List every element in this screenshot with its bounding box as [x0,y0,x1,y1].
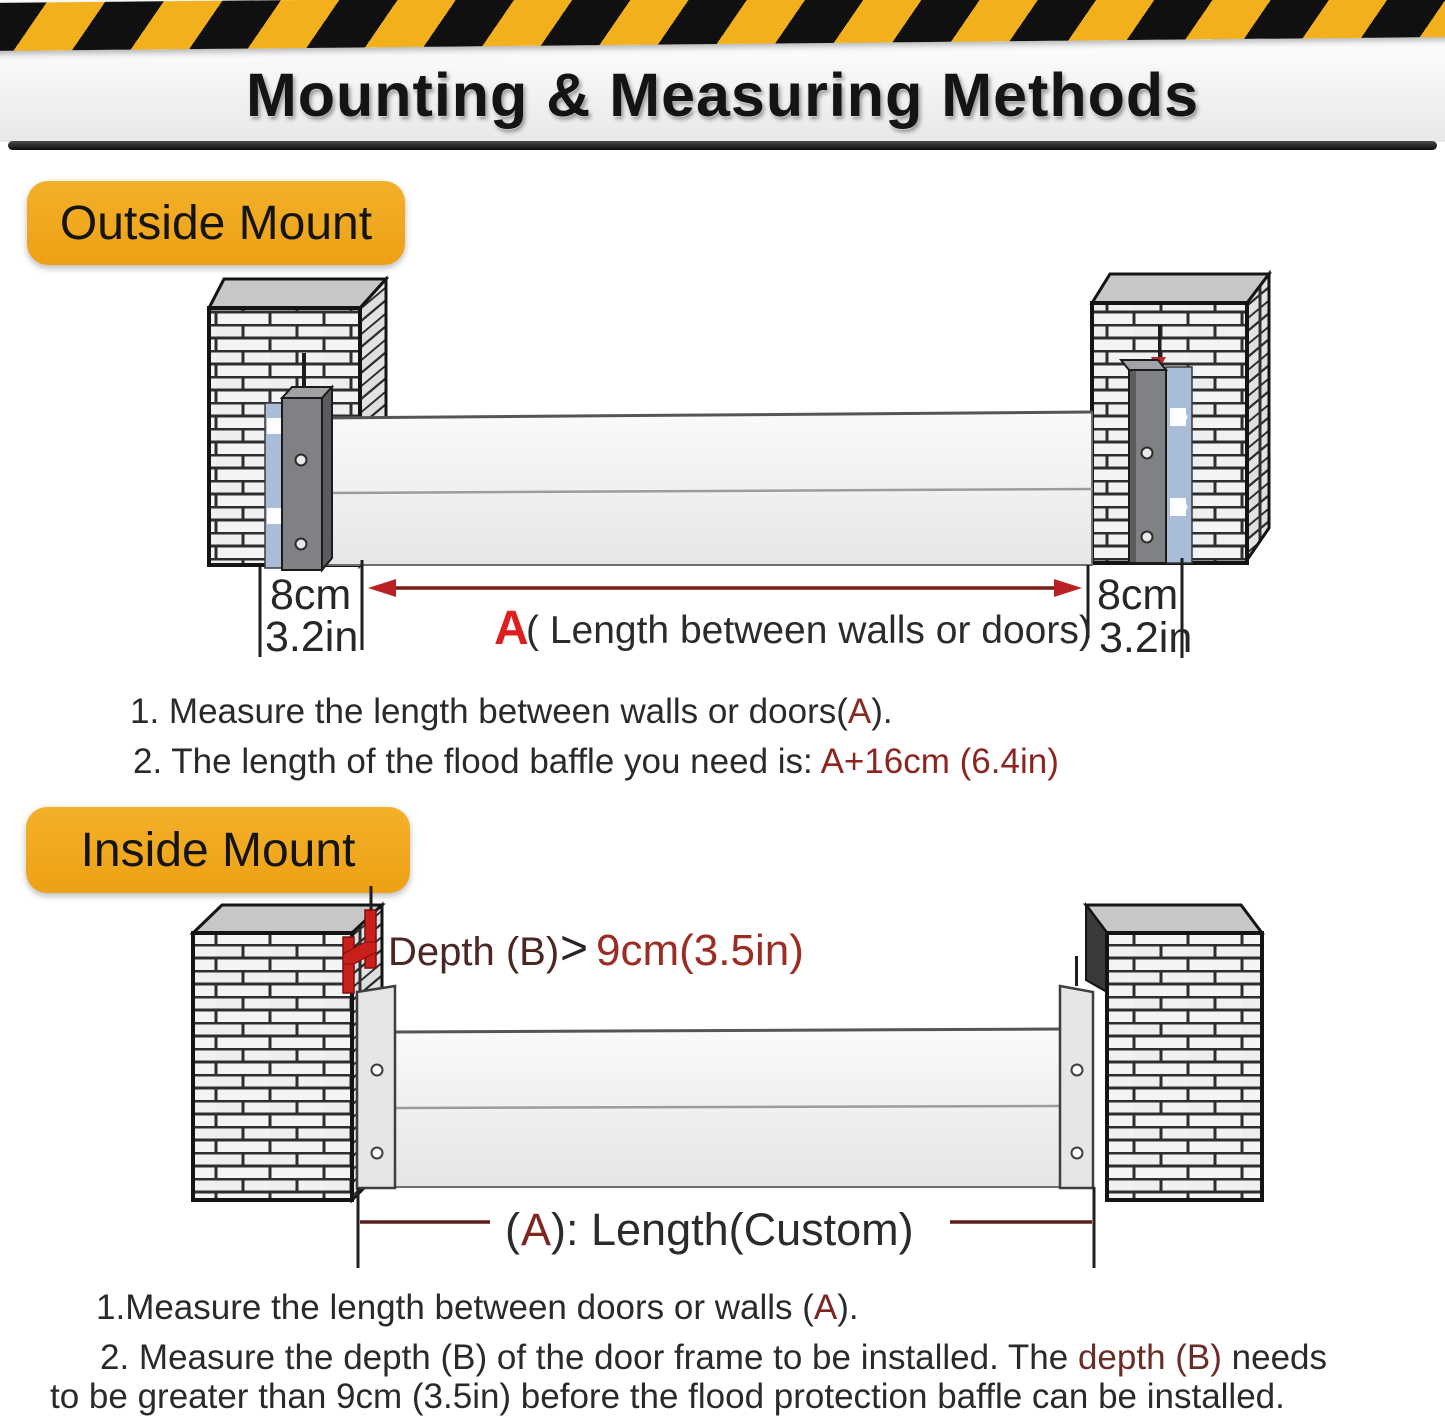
length-label-a: A [521,1204,552,1255]
right-inside-channel [1060,956,1093,1188]
bracket-back-bar [365,910,376,968]
outside-instruction-1: 1. Measure the length between walls or doors(A). [130,692,893,731]
right-pillar-top-face [1092,274,1269,303]
left-pillar-top-face [193,905,382,933]
channel-top-bevel [1121,360,1166,370]
right-seal-strip [1166,367,1192,563]
screw-hole [296,539,307,550]
length-label [505,1204,914,1255]
width-span-arrow [368,579,1082,597]
right-pillar-front-face [1107,933,1262,1200]
page-title: Mounting & Measuring Methods [245,61,1200,129]
inside-instruction-3: to be greater than 9cm (3.5in) before the flood protection baffle can be installed. [50,1377,1285,1416]
length-label-open: ( [505,1204,520,1255]
greater-than-symbol: > [560,922,589,975]
screw-hole [1072,1148,1083,1159]
depth-label [388,922,804,975]
inside-mount-badge-label: Inside Mount [80,823,356,877]
span-label-text: ( Length between walls or doors) [526,609,1092,652]
inside-instruction-1: 1.Measure the length between doors or walls (A). [96,1288,859,1327]
seal-dot [1181,414,1188,421]
seal-highlight [267,418,281,434]
right-anchor-rod [1158,325,1162,357]
screw-hole [1142,448,1153,459]
screw-hole [1142,532,1153,543]
flood-barrier-panel-inside [395,1029,1060,1187]
seal-dot [1181,504,1188,511]
inside-mount-diagram [0,880,1445,1270]
screw-hole [1072,1065,1083,1076]
title-underline-bar [8,141,1437,150]
seal-highlight [267,508,281,524]
screw-hole [296,455,307,466]
dim-32in-left: 3.2in [265,613,359,661]
channel-anchor-rod [1075,956,1078,986]
arrowhead-left [368,579,396,597]
span-label-a: A [494,602,529,655]
bracket-front-bar [343,937,354,993]
dim-8cm-right: 8cm [1097,571,1179,619]
left-pillar-front-face [193,933,352,1200]
outside-instruction-2: 2. The length of the flood baffle you need is: A+16cm (6.4in) [133,742,1059,781]
dim-8cm-left: 8cm [270,571,352,619]
flood-barrier-panel-outside [322,412,1092,565]
depth-label-value: 9cm(3.5in) [596,926,804,975]
right-pillar-side-face [1247,274,1269,560]
length-label-rest: ): Length(Custom) [551,1204,914,1255]
depth-label-prefix: Depth (B) [388,930,560,974]
channel-side-face [322,387,332,570]
left-pillar-top-face [209,279,386,308]
screw-hole [372,1148,383,1159]
left-mounting-channel [282,387,332,570]
outside-mount-diagram [0,260,1445,670]
outside-mount-badge [27,181,405,265]
arrowhead-right [1054,579,1082,597]
outside-mount-badge-label: Outside Mount [59,196,373,250]
dim-32in-right: 3.2in [1099,614,1193,662]
left-inside-channel [357,986,395,1188]
inside-right-pillar [1086,905,1262,1200]
right-pillar-top-face [1086,905,1262,933]
screw-hole [372,1065,383,1076]
channel-inner-edge [1130,371,1136,562]
inside-instruction-2: 2. Measure the depth (B) of the door frame to be installed. The depth (B) needs [100,1338,1328,1377]
